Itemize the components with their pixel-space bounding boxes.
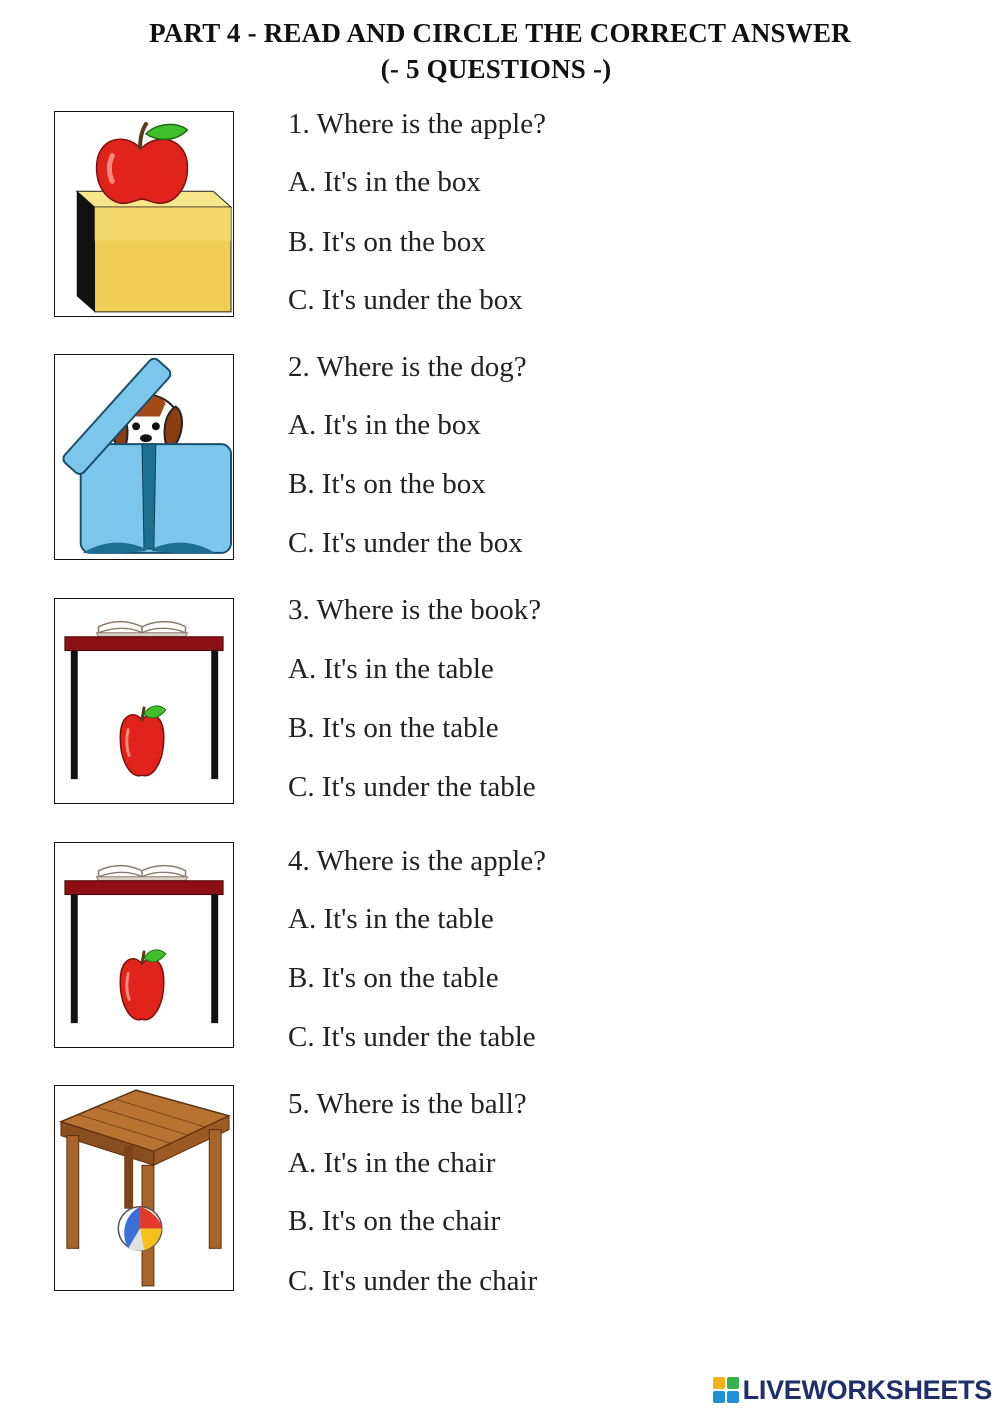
picture-apple-on-box: [54, 111, 234, 317]
question-1-option-c[interactable]: C. It's under the box: [288, 284, 523, 316]
picture-dog-in-box: [54, 354, 234, 560]
question-4-text: 4. Where is the apple?: [288, 845, 546, 877]
worksheet-title: PART 4 - READ AND CIRCLE THE CORRECT ANSWER: [149, 18, 851, 48]
question-5-option-c[interactable]: C. It's under the chair: [288, 1265, 538, 1297]
question-3-option-b[interactable]: B. It's on the table: [288, 712, 499, 744]
question-2-text: 2. Where is the dog?: [288, 351, 527, 383]
worksheet-subtitle: (- 5 QUESTIONS -): [380, 54, 612, 84]
question-3-option-a[interactable]: A. It's in the table: [288, 653, 494, 685]
question-3-text: 3. Where is the book?: [288, 594, 542, 626]
liveworksheets-logo-icon: [713, 1377, 739, 1403]
question-4-option-c[interactable]: C. It's under the table: [288, 1021, 536, 1053]
question-5-text: 5. Where is the ball?: [288, 1088, 527, 1120]
apple-icon: [120, 706, 165, 776]
question-5-option-b[interactable]: B. It's on the chair: [288, 1205, 501, 1237]
question-2-option-c[interactable]: C. It's under the box: [288, 527, 523, 559]
question-5-option-a[interactable]: A. It's in the chair: [288, 1147, 496, 1179]
picture-ball-under-chair: [54, 1085, 234, 1291]
chair-icon: [61, 1090, 229, 1286]
question-1-option-b[interactable]: B. It's on the box: [288, 226, 486, 258]
question-3-option-c[interactable]: C. It's under the table: [288, 771, 536, 803]
liveworksheets-logo[interactable]: [713, 1375, 992, 1405]
chair-ball-illustration: [55, 1086, 233, 1290]
book-table-apple-illustration: [55, 599, 233, 803]
question-1-option-a[interactable]: A. It's in the box: [288, 166, 481, 198]
question-2-option-a[interactable]: A. It's in the box: [288, 409, 481, 441]
apple-icon: [120, 950, 165, 1020]
book-icon: [97, 622, 188, 637]
book-table-apple-illustration: [55, 843, 233, 1047]
book-icon: [97, 866, 188, 881]
question-2-option-b[interactable]: B. It's on the box: [288, 468, 486, 500]
apple-on-box-illustration: [55, 112, 233, 316]
liveworksheets-logo-text: LIVEWORKSHEETS: [742, 1374, 992, 1405]
question-4-option-a[interactable]: A. It's in the table: [288, 903, 494, 935]
question-1-text: 1. Where is the apple?: [288, 108, 546, 140]
apple-icon: [97, 124, 188, 203]
picture-book-on-table-q4: [54, 842, 234, 1048]
question-4-option-b[interactable]: B. It's on the table: [288, 962, 499, 994]
dog-in-box-illustration: [55, 355, 233, 559]
ball-icon: [118, 1207, 162, 1251]
picture-book-on-table-q3: [54, 598, 234, 804]
